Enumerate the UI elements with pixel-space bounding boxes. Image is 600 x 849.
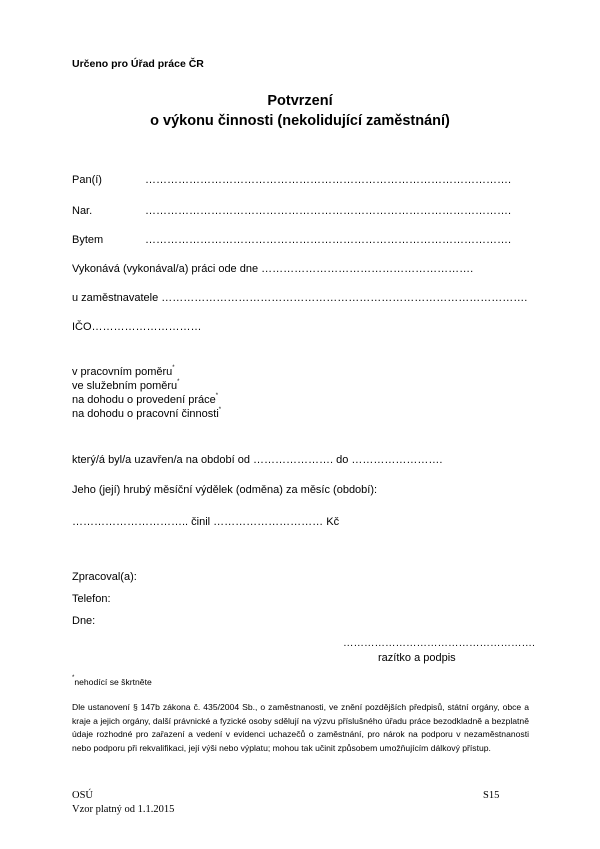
- intended-for-label: Určeno pro Úřad práce ČR: [72, 58, 204, 70]
- nar-field[interactable]: ……………………………………………………………………………………….: [145, 205, 512, 217]
- bytem-field[interactable]: ……………………………………………………………………………………….: [145, 234, 512, 246]
- processed-by-label: Zpracoval(a):: [72, 571, 137, 583]
- employer-field[interactable]: u zaměstnavatele ……………………………………………………………………………………….: [72, 292, 528, 304]
- bytem-label: Bytem: [72, 234, 104, 246]
- wage-field[interactable]: ………………………….. činil ………………………… Kč: [72, 516, 340, 528]
- employment-type-item[interactable]: na dohodu o provedení práce*: [72, 393, 219, 406]
- employment-type-list: [72, 365, 221, 421]
- date-label: Dne:: [72, 615, 96, 627]
- employment-type-item[interactable]: ve služebním poměru*: [72, 379, 180, 392]
- document-title: Potvrzení: [267, 93, 333, 109]
- footer-form-code: S15: [483, 790, 500, 801]
- period-field[interactable]: který/á byl/a uzavřen/a na období od …………………. do …………………….: [72, 454, 443, 466]
- work-since-field[interactable]: Vykonává (vykonával/a) práci ode dne ………………………………………………….: [72, 263, 474, 275]
- signature-line[interactable]: ……………………………………………….: [343, 637, 535, 649]
- pan-label: Pan(í): [72, 174, 102, 186]
- footer-valid-from: Vzor platný od 1.1.2015: [72, 804, 175, 815]
- ico-field[interactable]: IČO…………………………: [72, 321, 202, 333]
- signature-label: razítko a podpis: [378, 652, 456, 664]
- pan-field[interactable]: ……………………………………………………………………………………….: [145, 174, 512, 186]
- wage-label: Jeho (její) hrubý měsíční výdělek (odměna) za měsíc (období):: [72, 484, 378, 496]
- legal-note: Dle ustanovení § 147b zákona č. 435/2004 Sb., o zaměstnanosti, ve znění pozdějších předpisů, státní orgány, obce a kraje a jejich orgány, další právnické a fyzické osoby sdělují na výzvu příslušného úřadu práce bezodkladně a bezplatně údaje rozhodné pro zařazení a vedení v evidenci uchazečů o zaměstnání, pro nárok na podporu v nezaměstnanosti nebo podporu při rekvalifikaci, její výši nebo výplatu; mohou tak učinit způsobem umožňujícím dálkový přístup.: [72, 702, 529, 753]
- footer-office-code: OSÚ: [72, 790, 94, 801]
- employment-type-item[interactable]: v pracovním poměru*: [72, 365, 175, 378]
- nar-label: Nar.: [72, 205, 93, 217]
- phone-label: Telefon:: [72, 593, 111, 605]
- document-subtitle: o výkonu činnosti (nekolidující zaměstnání): [150, 113, 450, 129]
- employment-type-item[interactable]: na dohodu o pracovní činnosti*: [72, 407, 222, 420]
- footnote: *nehodící se škrtněte: [72, 675, 152, 687]
